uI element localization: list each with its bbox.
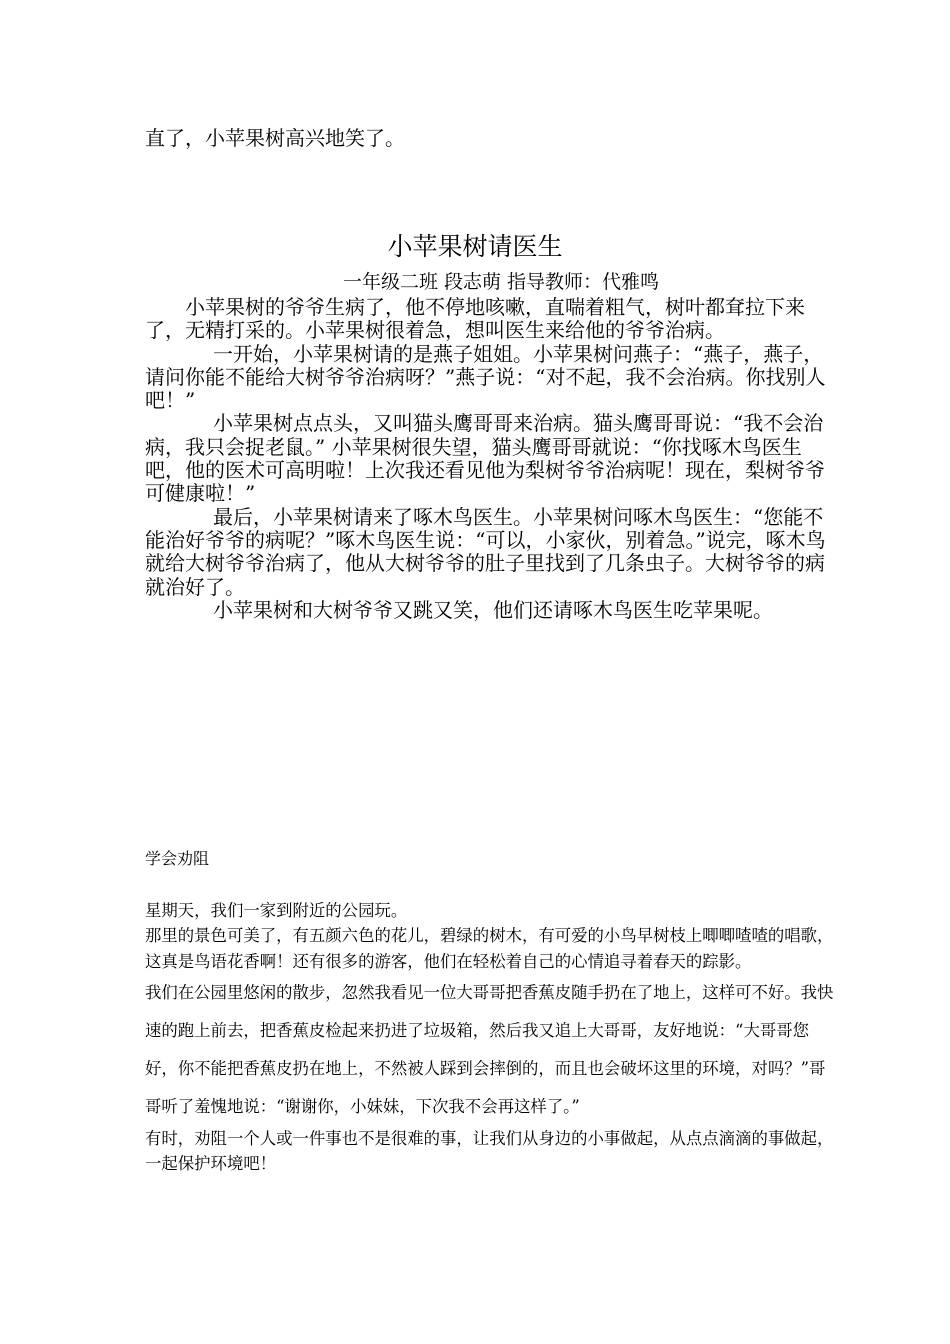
essay-title: 学会劝阻 xyxy=(145,849,210,868)
story-paragraph: 小苹果树和大树爷爷又跳又笑，他们还请啄木鸟医生吃苹果呢。 xyxy=(213,597,773,622)
story-paragraph: 一开始，小苹果树请的是燕子姐姐。小苹果树问燕子：“燕子，燕子，请问你能不能给大树爷爷治病呀？”燕子说：“对不起，我不会治病。你找别人吧！” xyxy=(145,341,826,413)
story-paragraph: 小苹果树的爷爷生病了，他不停地咳嗽，直喘着粗气，树叶都耷拉下来了，无精打采的。小苹果树很着急，想叫医生来给他的爷爷治病。 xyxy=(145,295,805,343)
story-continuation-line: 直了，小苹果树高兴地笑了。 xyxy=(145,126,405,150)
essay-paragraph: 星期天，我们一家到附近的公园玩。 xyxy=(145,901,408,920)
essay-paragraph: 有时，劝阻一个人或一件事也不是很难的事，让我们从身边的小事做起，从点点滴滴的事做起，一起保护环境吧！ xyxy=(145,1128,834,1174)
story-paragraph: 最后，小苹果树请来了啄木鸟医生。小苹果树问啄木鸟医生：“您能不能治好爷爷的病呢？”啄木鸟医生说：“可以，小家伙，别着急。”说完，啄木鸟就给大树爷爷治病了，他从大树爷爷的肚子里找到了几条虫子。大树爷爷的病就治好了。 xyxy=(145,504,826,599)
story-paragraph: 小苹果树点点头，又叫猫头鹰哥哥来治病。猫头鹰哥哥说：“我不会治病，我只会捉老鼠。” 小苹果树很失望，猫头鹰哥哥就说：“你找啄木鸟医生吧，他的医术可高明啦！上次我还看见他为梨树爷爷治病呢！现在，梨树爷爷可健康啦！” xyxy=(145,411,825,506)
story-byline: 一年级二班 段志萌 指导教师：代雅鸣 xyxy=(342,271,660,293)
essay-paragraph: 我们在公园里悠闲的散步，忽然我看见一位大哥哥把香蕉皮随手扔在了地上，这样可不好。我快速的跑上前去，把香蕉皮检起来扔进了垃圾箱，然后我又追上大哥哥，友好地说：“大哥哥您好，你不能把香蕉皮扔在地上，不然被人踩到会摔倒的，而且也会破坏这里的环境，对吗？”哥哥听了羞愧地说：“谢谢你，小妹妹，下次我不会再这样了。” xyxy=(145,982,834,1116)
essay-paragraph: 那里的景色可美了，有五颜六色的花儿，碧绿的树木，有可爱的小鸟早树枝上唧唧喳喳的唱歌，这真是鸟语花香啊！还有很多的游客，他们在轻松着自己的心情追寻着春天的踪影。 xyxy=(145,926,834,971)
story-title: 小苹果树请医生 xyxy=(387,232,563,261)
story-body xyxy=(145,296,835,622)
essay-body xyxy=(145,898,835,1176)
